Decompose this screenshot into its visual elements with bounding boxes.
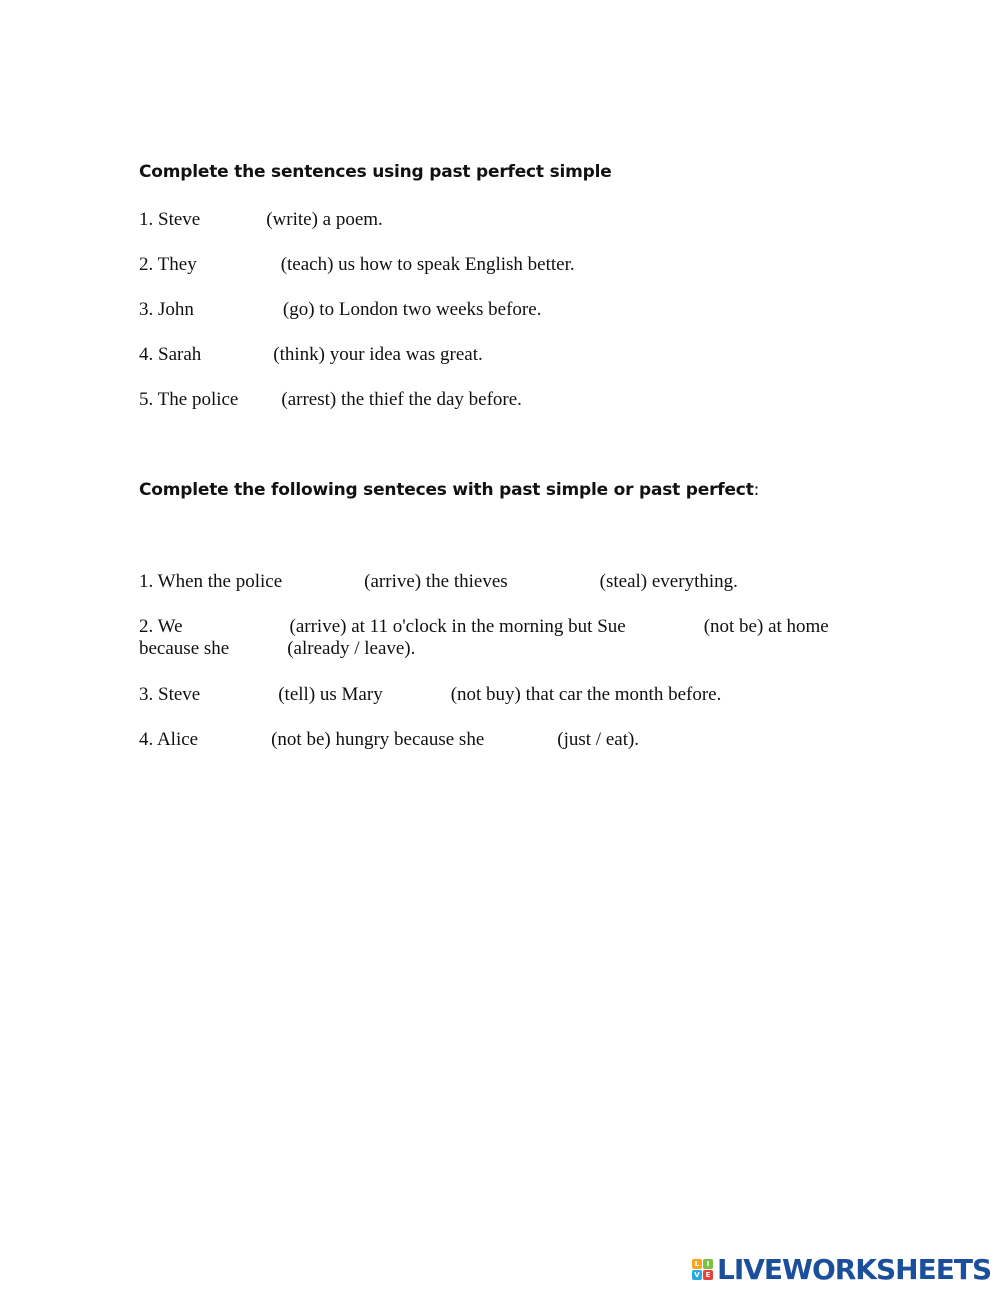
section1-item-5 [139,389,522,411]
item-text: 3. Steve [139,684,201,705]
section2-item-4 [139,729,639,751]
item-text: 4. Alice [139,729,199,750]
item-text: 5. The police [139,389,239,410]
item-text: (already / leave). [287,638,416,659]
section2-item-3 [139,684,721,706]
item-text: 1. When the police [139,571,283,592]
item-text: (not be) at home [703,616,829,637]
item-text: 2. We [139,616,183,637]
item-text: (tell) us Mary [278,684,383,705]
section2-heading-text: Complete the following senteces with past simple or past perfect [139,480,754,500]
item-text: (arrive) the thieves [364,571,508,592]
logo-tile: E [703,1270,713,1280]
item-text: (just / eat). [557,729,640,750]
logo-text: LIVEWORKSHEETS [717,1252,992,1286]
answer-blank[interactable] [508,573,600,593]
section1-item-3 [139,299,541,321]
answer-blank[interactable] [229,640,287,660]
liveworksheets-logo [692,1254,991,1284]
answer-blank[interactable] [194,301,283,321]
logo-tile: I [703,1259,713,1269]
section1-item-4 [139,344,483,366]
answer-blank[interactable] [200,211,266,231]
item-text: (teach) us how to speak English better. [280,254,575,275]
section2-item-2-line2 [139,638,415,660]
answer-blank[interactable] [238,391,281,411]
section2-item-1 [139,571,738,593]
item-text: 1. Steve [139,209,201,230]
section1-item-1 [139,209,383,231]
item-text: because she [139,638,230,659]
item-text: 4. Sarah [139,344,202,365]
answer-blank[interactable] [183,618,290,638]
item-text: (arrive) at 11 o'clock in the morning but Sue [289,616,626,637]
logo-tile: V [692,1270,702,1280]
answer-blank[interactable] [198,731,271,751]
section1-item-2 [139,254,575,276]
logo-icon [692,1259,713,1280]
item-text: 3. John [139,299,194,320]
section2-item-2 [139,616,829,638]
answer-blank[interactable] [626,618,704,638]
item-text: 2. They [139,254,197,275]
item-text: (think) your idea was great. [273,344,483,365]
answer-blank[interactable] [200,686,278,706]
item-text: (steal) everything. [599,571,738,592]
item-text: (not be) hungry because she [271,729,485,750]
answer-blank[interactable] [197,256,281,276]
answer-blank[interactable] [282,573,364,593]
answer-blank[interactable] [201,346,273,366]
section2-heading-colon: : [753,480,760,500]
section1-heading: Complete the sentences using past perfect simple [139,162,612,182]
item-text: (write) a poem. [266,209,383,230]
logo-tile: L [692,1259,702,1269]
item-text: (go) to London two weeks before. [282,299,542,320]
answer-blank[interactable] [383,686,451,706]
answer-blank[interactable] [484,731,557,751]
item-text: (not buy) that car the month before. [450,684,722,705]
section2-heading [139,480,759,500]
item-text: (arrest) the thief the day before. [281,389,522,410]
